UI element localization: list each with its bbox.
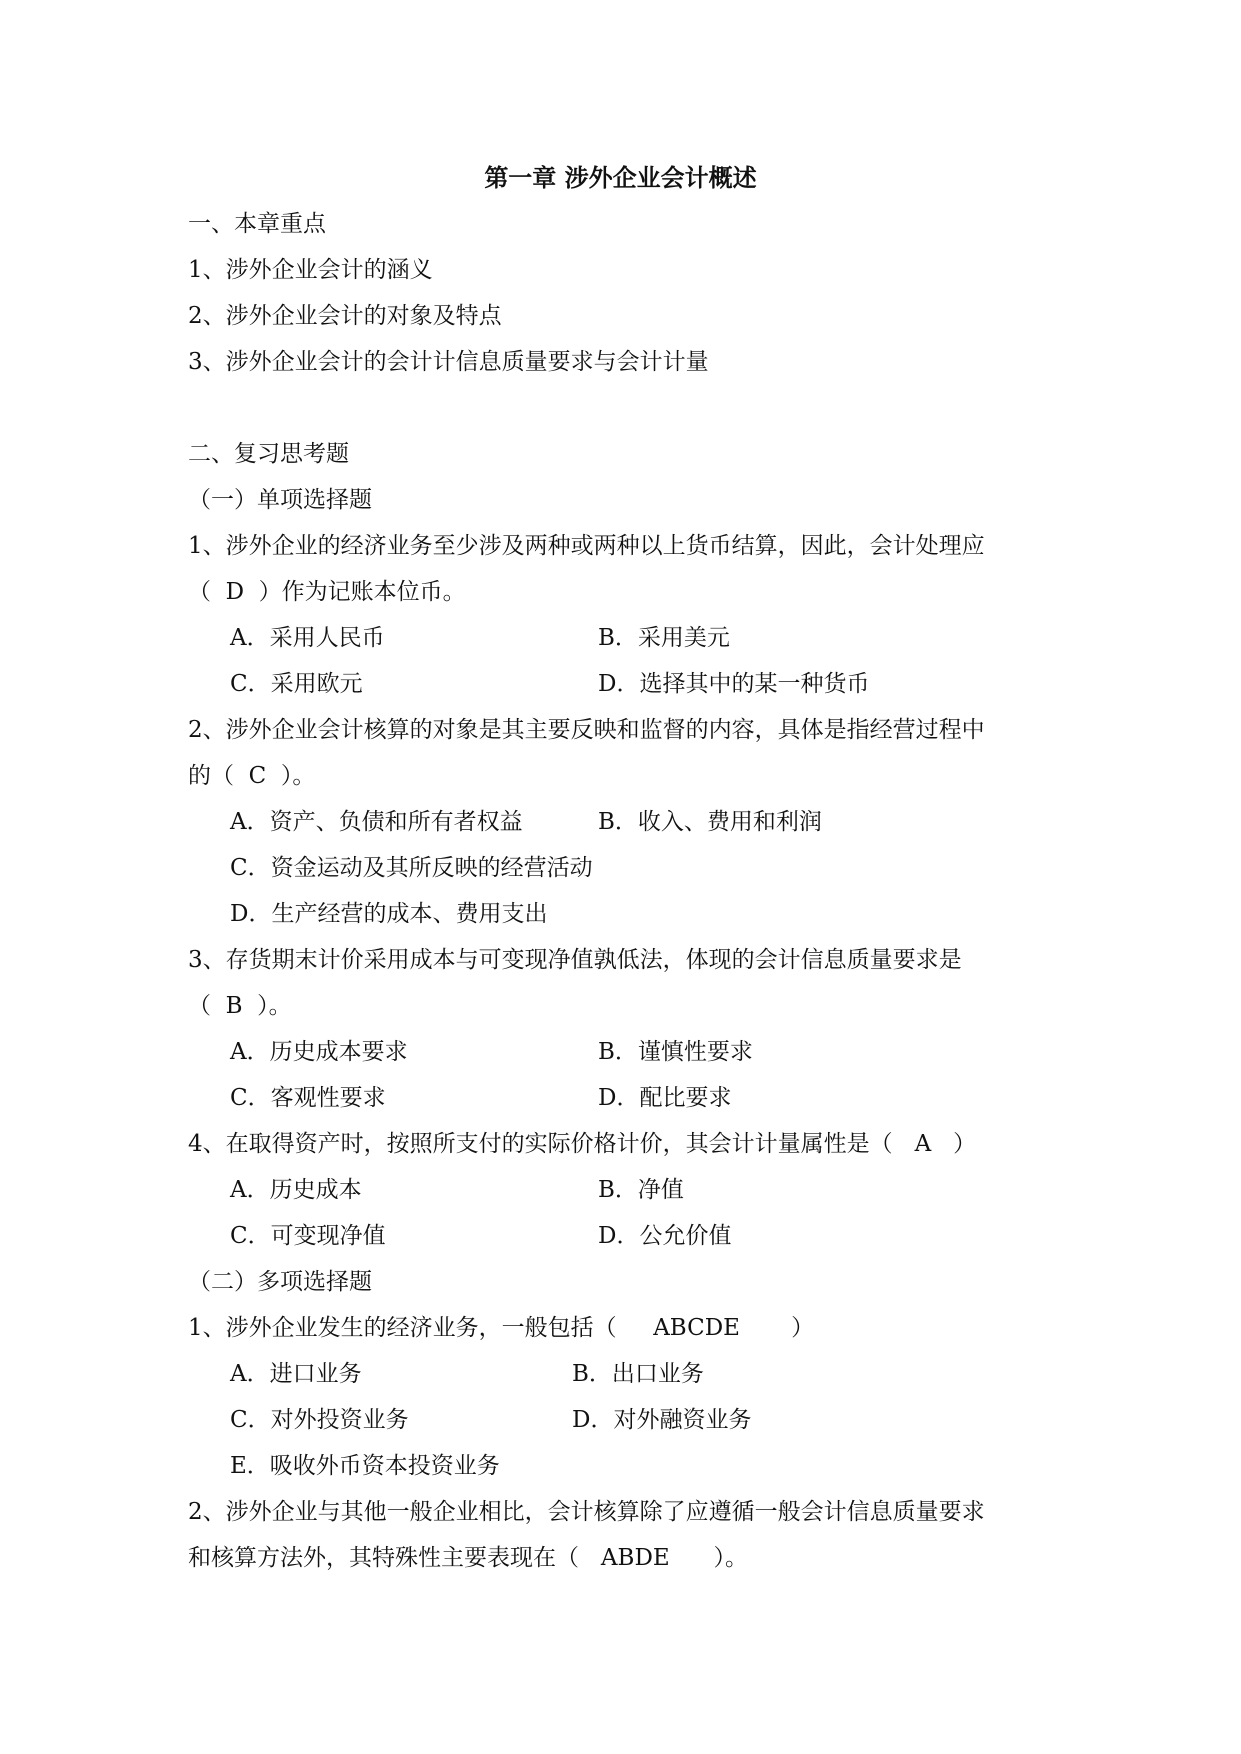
q2-line-1: 2、涉外企业会计核算的对象是其主要反映和监督的内容，具体是指经营过程中 [188,717,985,743]
q4-option-c: C．可变现净值 [230,1223,386,1249]
q4-line-1: 4、在取得资产时，按照所支付的实际价格计价，其会计计量属性是（ A ） [188,1131,977,1157]
q3-option-d: D．配比要求 [598,1085,732,1111]
section-heading-review: 二、复习思考题 [188,441,349,467]
q1-option-c: C．采用欧元 [230,671,363,697]
m1-option-c: C．对外投资业务 [230,1407,409,1433]
q3-line-1: 3、存货期末计价采用成本与可变现净值孰低法，体现的会计信息质量要求是 [188,947,962,973]
m1-option-a: A．进口业务 [230,1361,362,1387]
m1-option-e: E．吸收外币资本投资业务 [230,1453,500,1479]
focus-point-1: 1、涉外企业会计的涵义 [188,257,433,283]
q2-option-d: D．生产经营的成本、费用支出 [230,901,548,927]
single-choice-heading: （一）单项选择题 [188,487,372,513]
q2-option-b: B．收入、费用和利润 [598,809,822,835]
q3-option-c: C．客观性要求 [230,1085,386,1111]
focus-point-2: 2、涉外企业会计的对象及特点 [188,303,502,329]
q4-option-b: B．净值 [598,1177,684,1203]
focus-point-3: 3、涉外企业会计的会计计信息质量要求与会计计量 [188,349,709,375]
q1-option-b: B．采用美元 [598,625,730,651]
q1-option-d: D．选择其中的某一种货币 [598,671,870,697]
q3-option-a: A．历史成本要求 [230,1039,408,1065]
m2-line-1: 2、涉外企业与其他一般企业相比，会计核算除了应遵循一般会计信息质量要求 [188,1499,985,1525]
m1-option-b: B．出口业务 [572,1361,704,1387]
q3-line-2: （ B ）。 [188,993,292,1019]
q2-option-a: A．资产、负债和所有者权益 [230,809,523,835]
m1-line-1: 1、涉外企业发生的经济业务，一般包括（ ABCDE ） [188,1315,815,1341]
q1-line-2: （ D ）作为记账本位币。 [188,579,466,605]
q2-option-c: C．资金运动及其所反映的经营活动 [230,855,593,881]
q4-option-a: A．历史成本 [230,1177,362,1203]
q3-option-b: B．谨慎性要求 [598,1039,753,1065]
m2-line-2: 和核算方法外，其特殊性主要表现在（ ABDE ）。 [188,1545,749,1571]
multi-choice-heading: （二）多项选择题 [188,1269,372,1295]
chapter-title: 第一章 涉外企业会计概述 [484,163,757,192]
q1-option-a: A．采用人民币 [230,625,385,651]
q4-option-d: D．公允价值 [598,1223,732,1249]
q1-line-1: 1、涉外企业的经济业务至少涉及两种或两种以上货币结算，因此，会计处理应 [188,533,985,559]
m1-option-d: D．对外融资业务 [572,1407,752,1433]
section-heading-focus: 一、本章重点 [188,211,326,237]
q2-line-2: 的（ C ）。 [188,763,316,789]
